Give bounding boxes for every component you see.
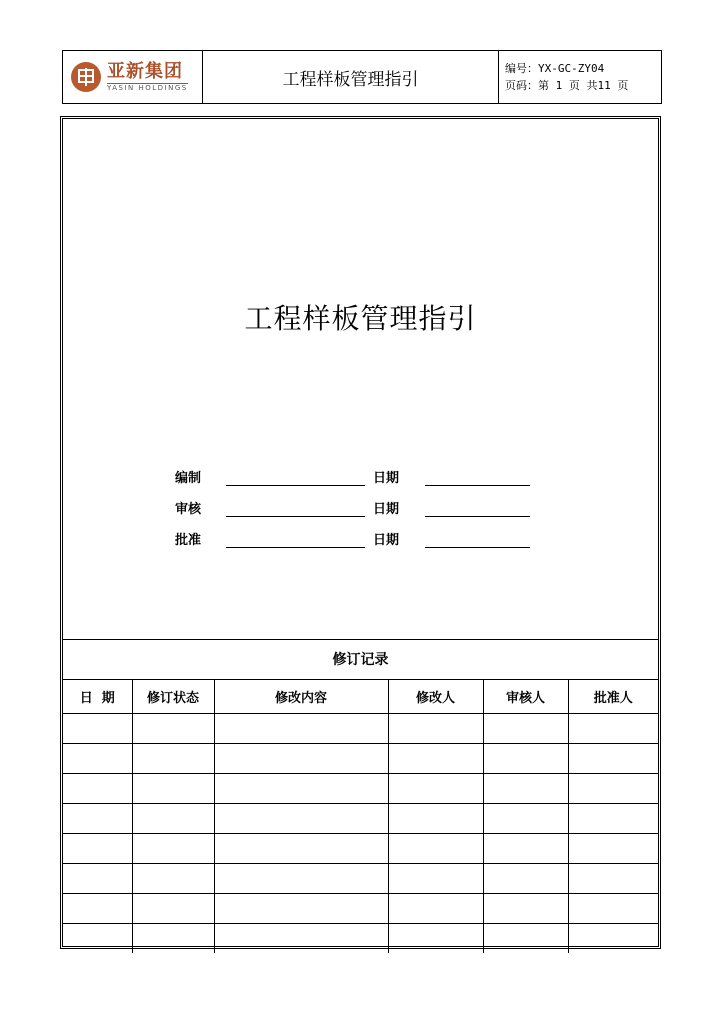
signature-row-review — [63, 494, 658, 518]
table-cell[interactable] — [483, 894, 568, 924]
column-header-content: 修改内容 — [214, 679, 388, 714]
signature-line[interactable] — [226, 516, 365, 517]
table-row — [63, 744, 658, 774]
table-row — [63, 834, 658, 864]
table-cell[interactable] — [388, 834, 483, 864]
table-cell[interactable] — [568, 924, 658, 954]
table-cell[interactable] — [63, 894, 132, 924]
table-cell[interactable] — [568, 804, 658, 834]
column-header-modifier: 修改人 — [388, 679, 483, 714]
header-title: 工程样板管理指引 — [203, 51, 499, 103]
signature-label: 批准 — [175, 533, 202, 548]
signature-row-approve — [63, 525, 658, 549]
page-info: 页码：第 1 页 共11 页 — [505, 79, 629, 92]
table-cell[interactable] — [483, 834, 568, 864]
table-cell[interactable] — [388, 924, 483, 954]
table-row — [63, 894, 658, 924]
table-cell[interactable] — [568, 774, 658, 804]
table-cell[interactable] — [132, 714, 214, 744]
revision-record-title: 修订记录 — [63, 639, 658, 680]
table-cell[interactable] — [214, 924, 388, 954]
table-cell[interactable] — [63, 714, 132, 744]
table-cell[interactable] — [132, 834, 214, 864]
table-cell[interactable] — [388, 894, 483, 924]
table-cell[interactable] — [568, 714, 658, 744]
table-cell[interactable] — [63, 774, 132, 804]
table-cell[interactable] — [568, 834, 658, 864]
table-row — [63, 804, 658, 834]
table-cell[interactable] — [388, 774, 483, 804]
table-cell[interactable] — [568, 864, 658, 894]
column-header-status: 修订状态 — [132, 679, 214, 714]
signature-label: 审核 — [175, 502, 202, 517]
table-cell[interactable] — [214, 744, 388, 774]
column-header-reviewer: 审核人 — [483, 679, 568, 714]
revision-table — [63, 679, 658, 953]
company-logo — [63, 51, 203, 103]
date-line[interactable] — [425, 516, 530, 517]
table-row — [63, 864, 658, 894]
header-meta — [499, 51, 661, 103]
table-cell[interactable] — [214, 834, 388, 864]
document-frame — [60, 116, 661, 949]
table-cell[interactable] — [214, 864, 388, 894]
table-cell[interactable] — [483, 864, 568, 894]
logo-emblem-icon — [71, 62, 101, 92]
signature-label: 编制 — [175, 471, 202, 486]
date-label: 日期 — [373, 471, 400, 486]
column-header-approver: 批准人 — [568, 679, 658, 714]
date-label: 日期 — [373, 533, 400, 548]
table-cell[interactable] — [132, 804, 214, 834]
table-cell[interactable] — [483, 924, 568, 954]
table-cell[interactable] — [388, 864, 483, 894]
table-cell[interactable] — [214, 804, 388, 834]
table-row — [63, 714, 658, 744]
table-row — [63, 924, 658, 954]
column-header-date: 日 期 — [63, 679, 132, 714]
table-cell[interactable] — [483, 744, 568, 774]
table-cell[interactable] — [132, 864, 214, 894]
table-cell[interactable] — [63, 744, 132, 774]
logo-english-name: YASIN HOLDINGS — [107, 83, 188, 92]
date-label: 日期 — [373, 502, 400, 517]
table-cell[interactable] — [132, 894, 214, 924]
table-cell[interactable] — [63, 804, 132, 834]
signature-line[interactable] — [226, 485, 365, 486]
table-cell[interactable] — [132, 744, 214, 774]
table-cell[interactable] — [63, 924, 132, 954]
signature-row-compile — [63, 463, 658, 487]
table-header-row — [63, 679, 658, 714]
table-cell[interactable] — [388, 714, 483, 744]
date-line[interactable] — [425, 547, 530, 548]
table-cell[interactable] — [63, 864, 132, 894]
table-cell[interactable] — [483, 774, 568, 804]
document-title: 工程样板管理指引 — [244, 302, 477, 335]
table-cell[interactable] — [214, 714, 388, 744]
logo-chinese-name: 亚新集团 — [107, 60, 183, 82]
date-line[interactable] — [425, 485, 530, 486]
table-cell[interactable] — [483, 804, 568, 834]
signature-line[interactable] — [226, 547, 365, 548]
table-cell[interactable] — [63, 834, 132, 864]
cover-section — [63, 119, 658, 640]
table-cell[interactable] — [388, 804, 483, 834]
table-cell[interactable] — [132, 924, 214, 954]
table-row — [63, 774, 658, 804]
table-cell[interactable] — [568, 744, 658, 774]
document-number: 编号：YX-GC-ZY04 — [505, 62, 605, 75]
table-cell[interactable] — [568, 894, 658, 924]
table-cell[interactable] — [214, 894, 388, 924]
table-cell[interactable] — [483, 714, 568, 744]
table-cell[interactable] — [214, 774, 388, 804]
page-header — [62, 50, 662, 104]
table-cell[interactable] — [388, 744, 483, 774]
table-cell[interactable] — [132, 774, 214, 804]
